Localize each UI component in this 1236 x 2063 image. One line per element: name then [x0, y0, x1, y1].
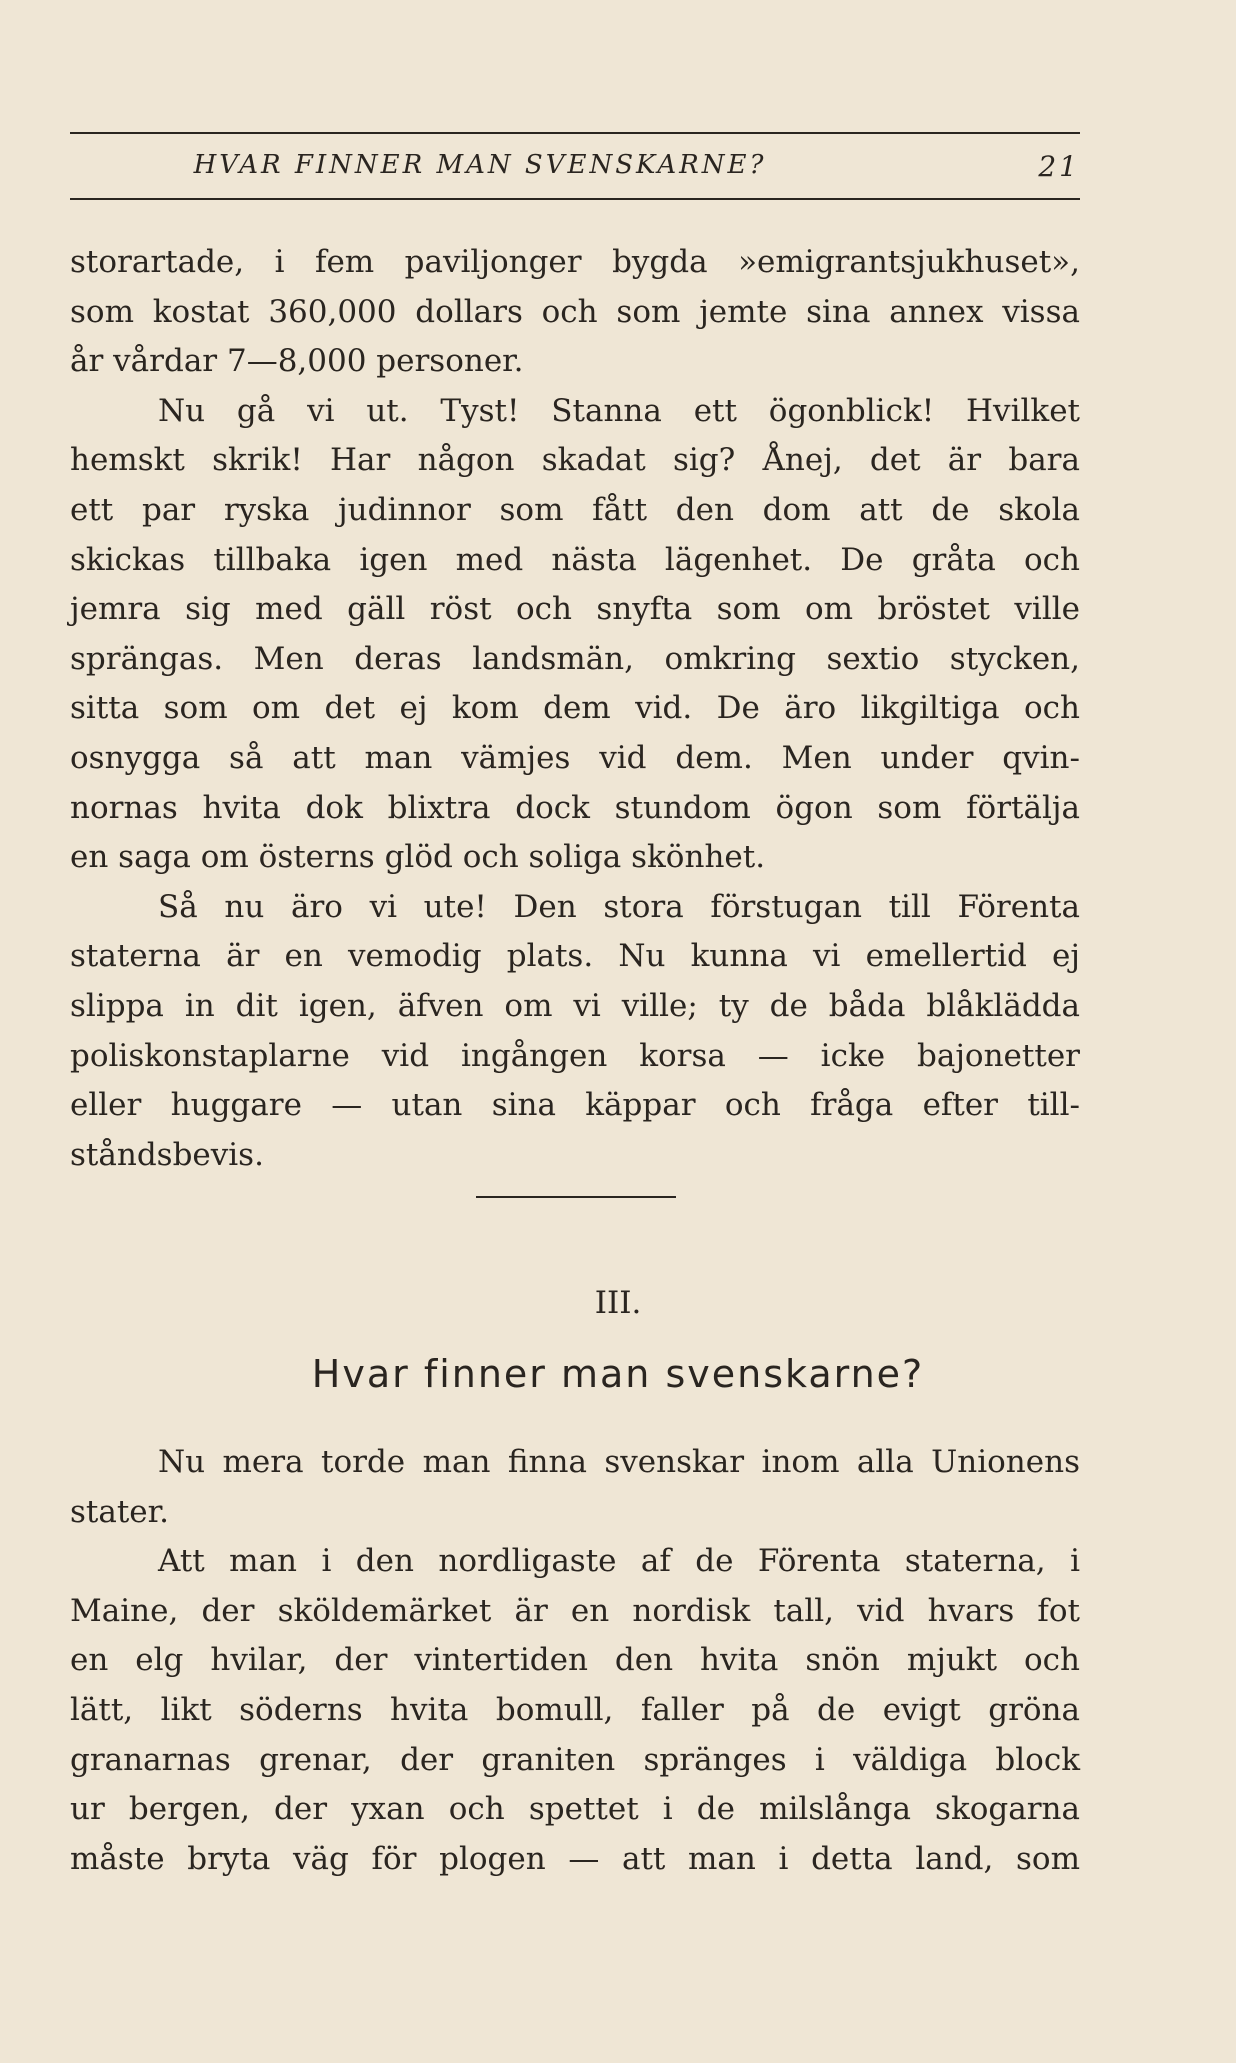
section-number: III.	[594, 1285, 642, 1321]
text-line: skickas tillbaka igen med nästa lägenhet. De gråta och	[70, 541, 1080, 578]
text-line: ur bergen, der yxan och spettet i de milslånga skogarna	[70, 1791, 1080, 1828]
text-line: måste bryta väg för plogen — att man i detta land, som	[70, 1840, 1080, 1877]
text-line: poliskonstaplarne vid ingången korsa — icke bajonetter	[70, 1037, 1080, 1074]
text-line: slippa in dit igen, äfven om vi ville; ty de båda blåklädda	[70, 987, 1080, 1024]
section-divider	[476, 1196, 676, 1198]
text-line: ståndsbevis.	[70, 1136, 264, 1173]
paragraph	[70, 883, 1080, 1181]
text-line: sprängas. Men deras landsmän, omkring sextio stycken,	[70, 640, 1080, 677]
text-line: lätt, likt söderns hvita bomull, faller på de evigt gröna	[70, 1691, 1080, 1728]
text-line: staterna är en vemodig plats. Nu kunna vi emellertid ej	[70, 938, 1080, 975]
text-line: som kostat 360,000 dollars och som jemte sina annex vissa	[70, 293, 1080, 330]
text-line: osnygga så att man vämjes vid dem. Men under qvin-	[70, 739, 1080, 776]
page-number: 21	[1038, 150, 1080, 183]
paragraph	[70, 238, 1080, 387]
text-line: en elg hvilar, der vintertiden den hvita snön mjukt och	[70, 1642, 1080, 1679]
text-line: eller huggare — utan sina käppar och fråga efter till-	[70, 1087, 1080, 1124]
paragraph	[70, 387, 1080, 883]
text-line: Nu mera torde man finna svenskar inom alla Unionens	[158, 1444, 1080, 1480]
text-line: storartade, i fem paviljonger bygda »emigrantsjukhuset»,	[70, 244, 1080, 280]
text-line: sitta som om det ej kom dem vid. De äro likgiltiga och	[70, 690, 1080, 727]
text-line: Maine, der sköldemärket är en nordisk tall, vid hvars fot	[70, 1592, 1080, 1629]
text-line: granarnas grenar, der graniten spränges i väldiga block	[70, 1741, 1080, 1778]
body-text-top	[70, 238, 1080, 1180]
text-line: jemra sig med gäll röst och snyfta som om bröstet ville	[70, 591, 1080, 628]
running-title: HVAR FINNER MAN SVENSKARNE?	[193, 150, 767, 180]
text-line: Så nu äro vi ute! Den stora förstugan till Förenta	[158, 888, 1080, 925]
text-line: nornas hvita dok blixtra dock stundom ögon som förtälja	[70, 789, 1080, 826]
text-line: stater.	[70, 1493, 169, 1530]
body-text-bottom	[70, 1438, 1080, 1884]
text-line: ett par ryska judinnor som fått den dom att de skola	[70, 491, 1080, 528]
paragraph	[70, 1438, 1080, 1537]
header-rule-top	[70, 132, 1080, 134]
text-line: Nu gå vi ut. Tyst! Stanna ett ögonblick! Hvilket	[158, 392, 1080, 429]
paragraph	[70, 1537, 1080, 1884]
section-title: Hvar finner man svenskarne?	[311, 1352, 925, 1396]
text-line: hemskt skrik! Har någon skadat sig? Ånej, det är bara	[70, 442, 1080, 479]
text-line: Att man i den nordligaste af de Förenta staterna, i	[158, 1543, 1080, 1580]
text-line: år vårdar 7—8,000 personer.	[70, 343, 524, 380]
header-rule-bottom	[70, 198, 1080, 200]
text-line: en saga om österns glöd och soliga skönhet.	[70, 839, 766, 876]
